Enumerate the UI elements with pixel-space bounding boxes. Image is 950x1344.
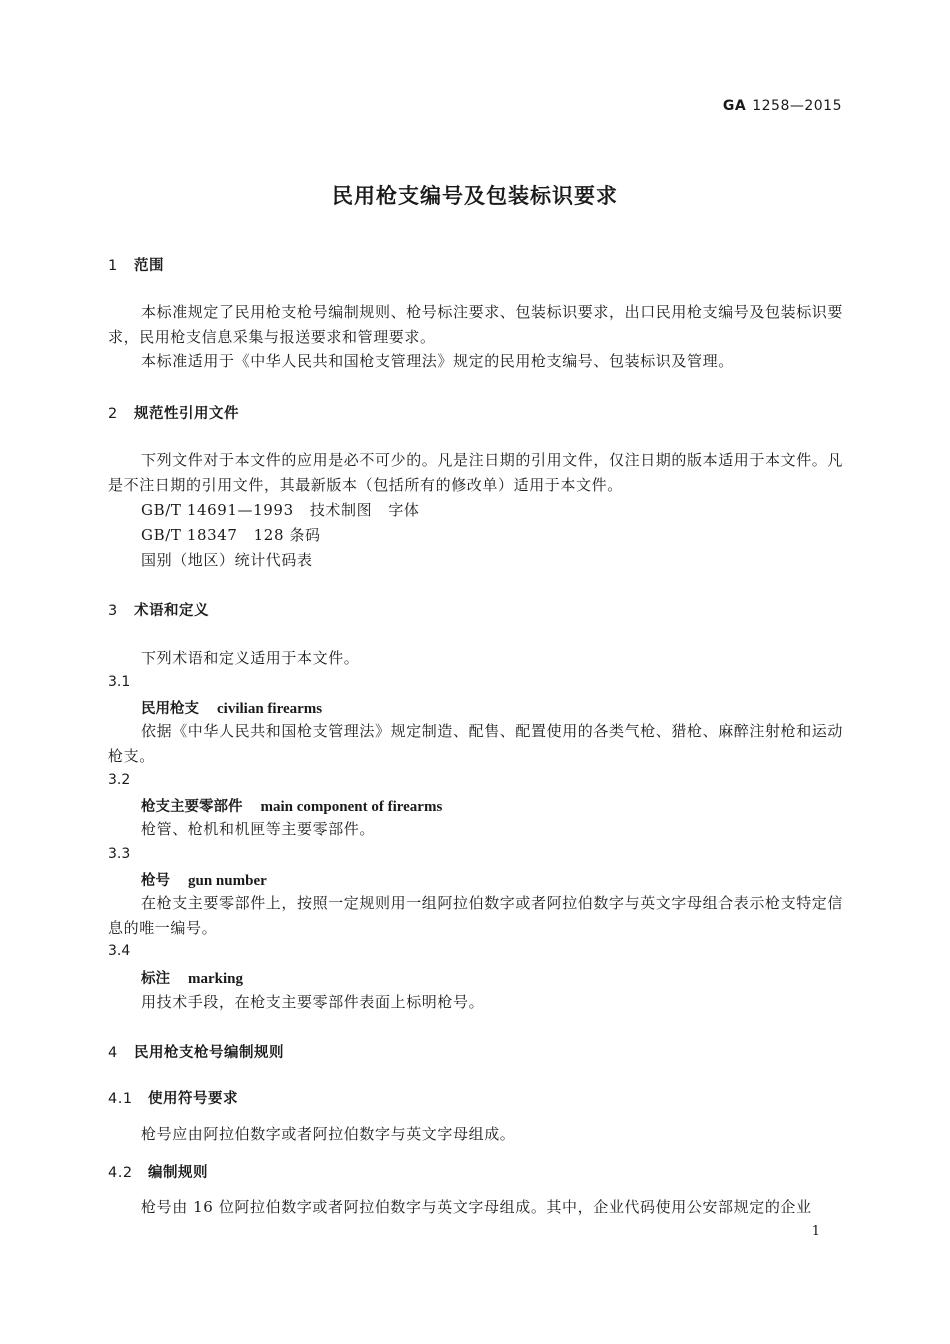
subsection-title: 编制规则 (148, 1165, 208, 1181)
section-number: 1 (108, 258, 118, 274)
section-title: 范围 (134, 258, 164, 274)
term-definition: 在枪支主要零部件上，按照一定规则用一组阿拉伯数字或者阿拉伯数字与英文字母组合表示枪支特定信息的唯一编号。 (108, 894, 844, 937)
section-title: 术语和定义 (134, 603, 209, 619)
section-1-paragraph-1: 本标准规定了民用枪支枪号编制规则、枪号标注要求、包装标识要求，出口民用枪支编号及包装标识要求，民用枪支信息采集与报送要求和管理要求。 (108, 303, 844, 346)
document-title: 民用枪支编号及包装标识要求 (332, 184, 618, 208)
term-heading (141, 967, 243, 988)
section-title: 规范性引用文件 (134, 406, 239, 422)
term-en: civilian firearms (217, 701, 323, 717)
term-heading (141, 697, 322, 718)
section-number: 3 (108, 603, 118, 619)
term-number: 3.2 (108, 772, 131, 788)
section-1-paragraph-2: 本标准适用于《中华人民共和国枪支管理法》规定的民用枪支编号、包装标识及管理。 (141, 352, 734, 370)
term-zh: 枪号 (141, 873, 170, 889)
term-heading (141, 869, 267, 890)
term-heading (141, 795, 442, 816)
term-zh: 民用枪支 (141, 701, 199, 717)
section-number: 2 (108, 406, 118, 422)
term-definition: 用技术手段，在枪支主要零部件表面上标明枪号。 (141, 993, 485, 1011)
term-en: gun number (188, 873, 267, 889)
page-number: 1 (811, 1224, 820, 1239)
subsection-number: 4.2 (108, 1165, 133, 1181)
term-number: 3.4 (108, 943, 131, 959)
subsection-4-1-heading (108, 1087, 238, 1108)
reference-item: GB/T 18347 128 条码 (141, 526, 321, 544)
reference-item: GB/T 14691—1993 技术制图 字体 (141, 501, 420, 519)
term-definition: 枪管、枪机和机匣等主要零部件。 (141, 820, 376, 838)
subsection-4-2-text: 枪号由 16 位阿拉伯数字或者阿拉伯数字与英文字母组成。其中，企业代码使用公安部规定的企业 (141, 1198, 812, 1216)
section-2-heading (108, 402, 239, 423)
term-en: marking (188, 971, 244, 987)
term-zh: 标注 (141, 971, 170, 987)
section-number: 4 (108, 1045, 118, 1061)
section-title: 民用枪支枪号编制规则 (134, 1045, 284, 1061)
term-en: main component of firearms (260, 799, 443, 815)
standard-prefix: GA (722, 98, 747, 114)
reference-item: 国别（地区）统计代码表 (141, 551, 313, 569)
section-3-heading (108, 599, 209, 620)
standard-code (723, 98, 842, 114)
subsection-title: 使用符号要求 (148, 1091, 238, 1107)
section-2-paragraph-1: 下列文件对于本文件的应用是必不可少的。凡是注日期的引用文件，仅注日期的版本适用于本文件。凡是不注日期的引用文件，其最新版本（包括所有的修改单）适用于本文件。 (108, 451, 844, 494)
subsection-4-2-heading (108, 1161, 208, 1182)
standard-number: 1258—2015 (752, 98, 842, 114)
section-1-heading (108, 254, 164, 275)
subsection-4-1-text: 枪号应由阿拉伯数字或者阿拉伯数字与英文字母组成。 (141, 1125, 516, 1143)
term-definition: 依据《中华人民共和国枪支管理法》规定制造、配售、配置使用的各类气枪、猎枪、麻醉注射枪和运动枪支。 (108, 722, 844, 765)
section-3-intro: 下列术语和定义适用于本文件。 (141, 649, 360, 667)
subsection-number: 4.1 (108, 1091, 133, 1107)
section-4-heading (108, 1041, 284, 1062)
term-number: 3.1 (108, 674, 131, 690)
term-zh: 枪支主要零部件 (141, 799, 243, 815)
term-number: 3.3 (108, 846, 131, 862)
